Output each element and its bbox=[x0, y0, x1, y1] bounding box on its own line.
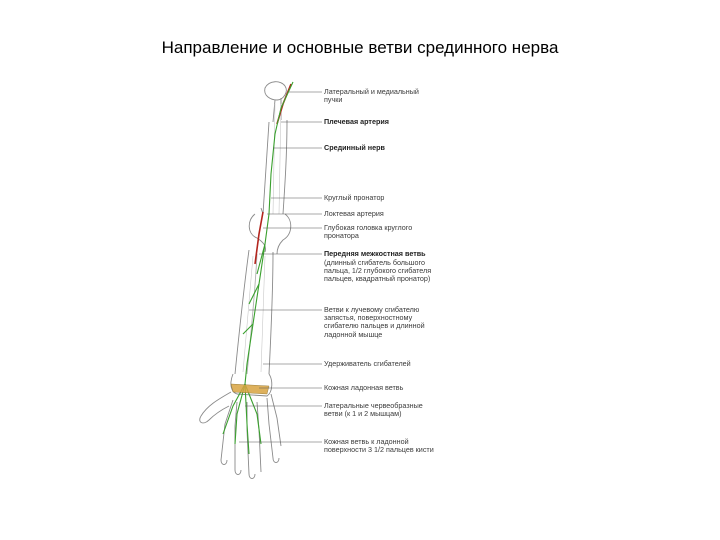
label-forearm-branches: Ветви к лучевому сгибателю запястья, поверхностному сгибателю пальцев и длинной ладонной мышце bbox=[324, 305, 425, 339]
arm-anatomy-drawing bbox=[177, 74, 435, 496]
label-deep-head: Глубокая головка круглого пронатора bbox=[324, 223, 413, 241]
label-median-nerve: Срединный нерв bbox=[324, 143, 385, 152]
median-nerve bbox=[223, 82, 293, 454]
label-lumbrical-branches: Латеральные червеобразные ветви (к 1 и 2 мышцам) bbox=[324, 401, 423, 419]
slide-title: Направление и основные ветви срединного нерва bbox=[161, 38, 559, 57]
label-flexor-retinaculum: Удерживатель сгибателей bbox=[324, 359, 411, 368]
label-digital-branches: Кожная ветвь к ладонной поверхности 3 1/2 пальцев кисти bbox=[324, 437, 434, 455]
label-anterior-interosseous: Передняя межкостная ветвь bbox=[324, 249, 426, 258]
label-ulnar-artery: Локтевая артерия bbox=[324, 209, 384, 218]
flexor-retinaculum bbox=[231, 384, 269, 394]
bones bbox=[243, 104, 281, 372]
label-cords: Латеральный и медиальный пучки bbox=[324, 87, 419, 105]
label-palmar-cutaneous: Кожная ладонная ветвь bbox=[324, 383, 404, 392]
label-pronator-teres: Круглый пронатор bbox=[324, 193, 385, 202]
label-brachial-artery: Плечевая артерия bbox=[324, 117, 389, 126]
label-anterior-interosseous-detail: (длинный сгибатель большого пальца, 1/2 глубокого сгибателя пальцев, квадратный пронатор) bbox=[324, 258, 432, 284]
arm-outline bbox=[200, 82, 291, 479]
median-nerve-illustration bbox=[177, 74, 435, 496]
